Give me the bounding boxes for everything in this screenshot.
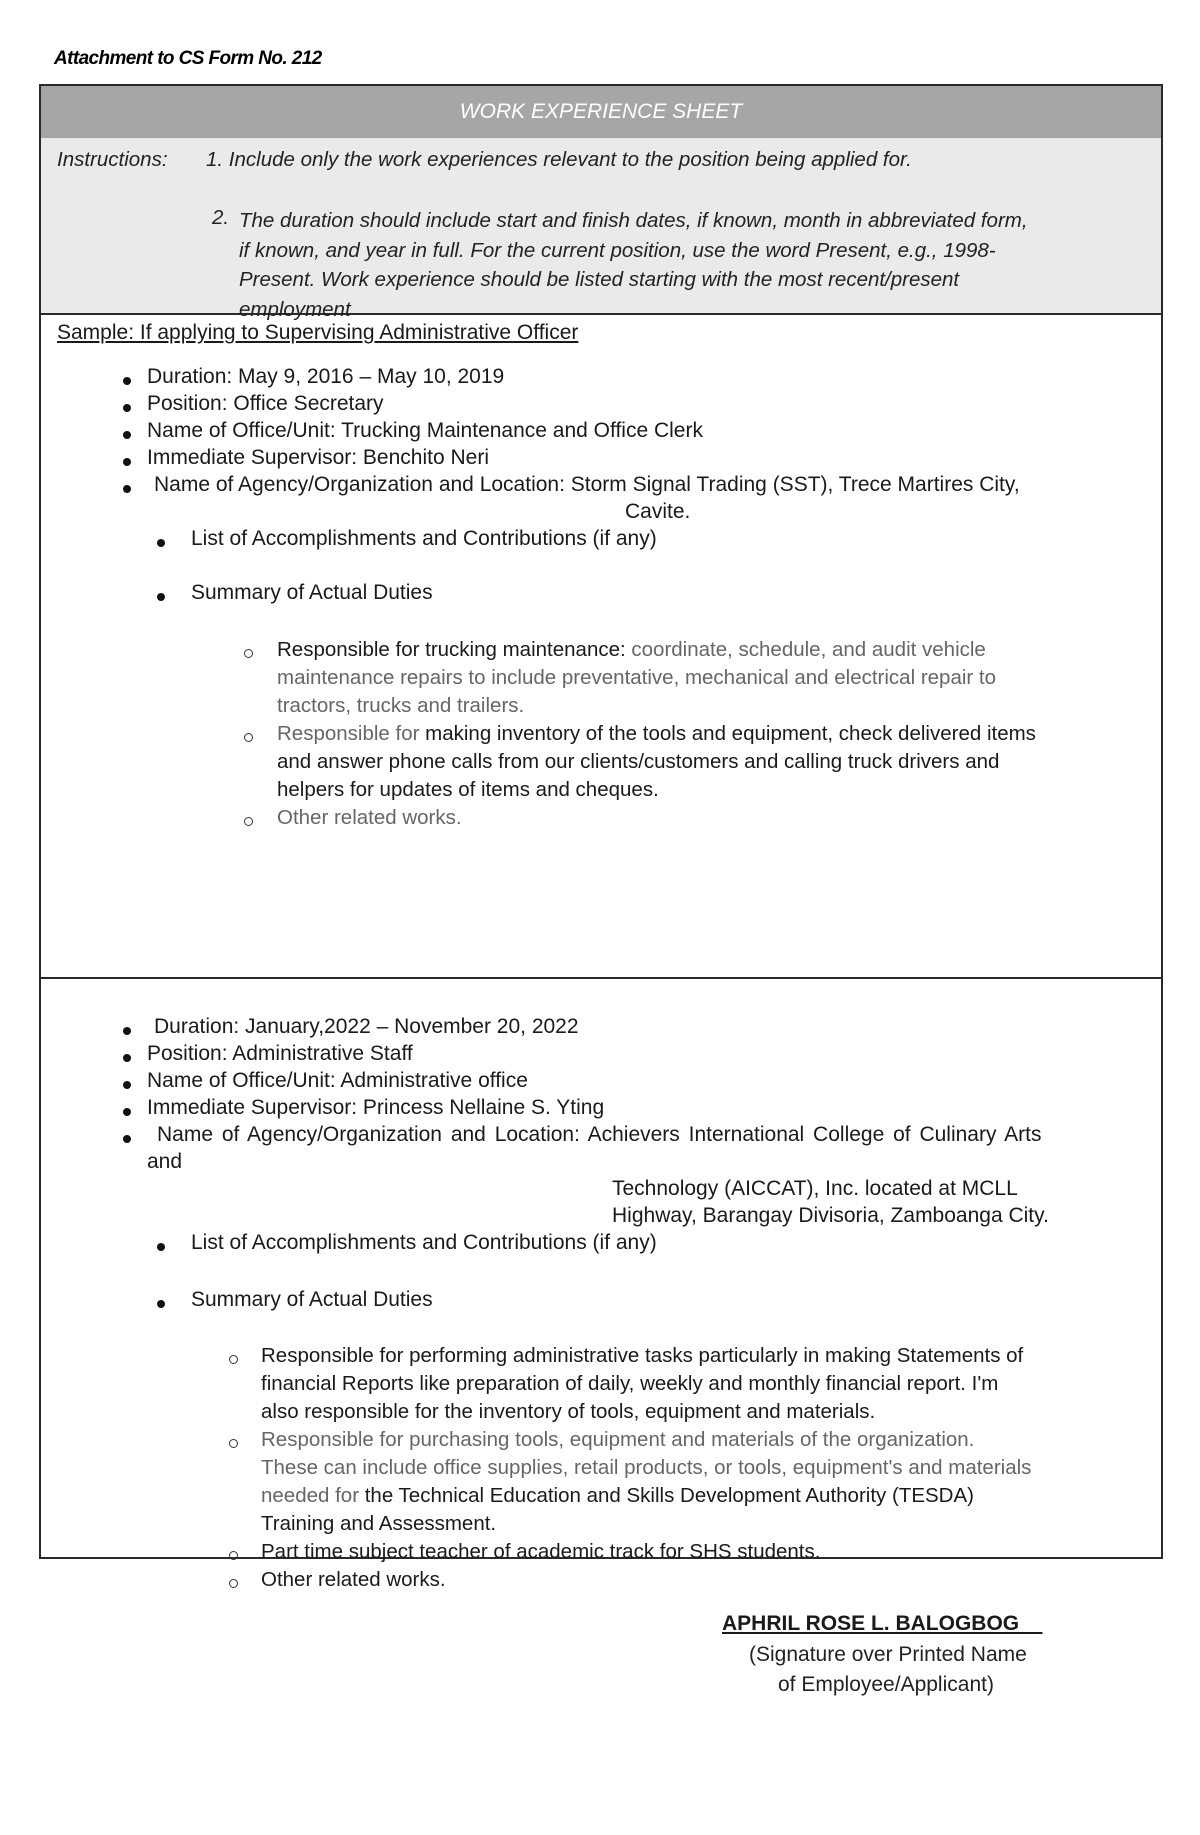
sample-duty-1-line3: tractors, trucks and trailers. bbox=[277, 694, 525, 717]
instructions-block bbox=[41, 138, 1161, 321]
bullet-icon bbox=[123, 377, 131, 385]
sample-duty-2-rest: making inventory of the tools and equipment, check delivered items bbox=[425, 722, 1036, 745]
entry-agency-and: and bbox=[147, 1150, 183, 1173]
sample-duty-2-line2: and answer phone calls from our clients/customers and calling truck drivers and bbox=[277, 750, 1000, 773]
entry-supervisor: Immediate Supervisor: Princess Nellaine S. Yting bbox=[147, 1096, 605, 1119]
entry-accomplishments: List of Accomplishments and Contributions (if any) bbox=[191, 1231, 657, 1254]
entry-position: Position: Administrative Staff bbox=[147, 1042, 413, 1065]
bullet-icon bbox=[157, 1243, 165, 1251]
signature-caption-1: (Signature over Printed Name bbox=[749, 1643, 1027, 1666]
entry-agency-cont-1: Technology (AICCAT), Inc. located at MCLL bbox=[612, 1177, 1018, 1200]
circle-bullet-icon bbox=[229, 1355, 238, 1364]
entry-agency-text: Name of Agency/Organization and Location: Achievers International College of Culinary Arts bbox=[157, 1123, 1042, 1146]
attachment-label: Attachment to CS Form No. 212 bbox=[54, 48, 322, 69]
sample-duty-1 bbox=[277, 636, 1147, 720]
applicant-name: APHRIL ROSE L. BALOGBOG bbox=[722, 1612, 1043, 1635]
bullet-icon bbox=[157, 539, 165, 547]
instruction-2-line: Present. Work experience should be listed starting with the most recent/present bbox=[239, 268, 960, 291]
sample-agency-cont: Cavite. bbox=[625, 500, 691, 523]
instruction-2-line: if known, and year in full. For the current position, use the word Present, e.g., 1998- bbox=[239, 238, 996, 262]
entry-duty-3: Part time subject teacher of academic track for SHS students. bbox=[261, 1540, 821, 1563]
entry-duty-2-line2: These can include office supplies, retail products, or tools, equipment's and materials bbox=[261, 1456, 1032, 1479]
circle-bullet-icon bbox=[244, 817, 253, 826]
instructions-label: Instructions: bbox=[57, 148, 168, 171]
entry-duty-2-line3-rest: the Technical Education and Skills Development Authority (TESDA) bbox=[364, 1484, 974, 1507]
sample-office: Name of Office/Unit: Trucking Maintenance and Office Clerk bbox=[147, 419, 703, 442]
bullet-icon bbox=[123, 458, 131, 466]
circle-bullet-icon bbox=[229, 1439, 238, 1448]
sample-supervisor: Immediate Supervisor: Benchito Neri bbox=[147, 446, 489, 469]
bullet-icon bbox=[123, 1054, 131, 1062]
bullet-icon bbox=[123, 1135, 131, 1143]
sample-duty-2 bbox=[277, 720, 1147, 804]
instruction-1: 1. Include only the work experiences relevant to the position being applied for. bbox=[206, 148, 912, 171]
circle-bullet-icon bbox=[229, 1579, 238, 1588]
sample-position: Position: Office Secretary bbox=[147, 392, 384, 415]
sample-duty-1-rest: coordinate, schedule, and audit vehicle bbox=[631, 638, 986, 661]
entry-duty-4: Other related works. bbox=[261, 1568, 446, 1591]
entry-duty-1-line3: also responsible for the inventory of tools, equipment and materials. bbox=[261, 1400, 876, 1423]
sample-duty-2-line3: helpers for updates of items and cheques. bbox=[277, 778, 659, 801]
sample-section bbox=[41, 315, 1161, 979]
entry-duty-1-line2: financial Reports like preparation of daily, weekly and monthly financial report. I'm bbox=[261, 1372, 999, 1395]
circle-bullet-icon bbox=[244, 733, 253, 742]
bullet-icon bbox=[123, 404, 131, 412]
entry-duties-heading: Summary of Actual Duties bbox=[191, 1288, 433, 1311]
signature-caption-2: of Employee/Applicant) bbox=[778, 1673, 994, 1696]
entry-agency bbox=[157, 1123, 1152, 1147]
entry-duty-2-line4: Training and Assessment. bbox=[261, 1512, 497, 1535]
bullet-icon bbox=[123, 1081, 131, 1089]
bullet-icon bbox=[157, 1300, 165, 1308]
entry-duty-1 bbox=[261, 1342, 1151, 1426]
sample-duty-3: Other related works. bbox=[277, 806, 462, 829]
instruction-2-line: employment bbox=[239, 297, 351, 321]
bullet-icon bbox=[157, 593, 165, 601]
sample-accomplishments: List of Accomplishments and Contributions (if any) bbox=[191, 527, 657, 550]
circle-bullet-icon bbox=[229, 1551, 238, 1560]
instruction-2-number: 2. bbox=[212, 206, 230, 229]
bullet-icon bbox=[123, 1027, 131, 1035]
work-experience-sheet bbox=[39, 84, 1163, 1591]
sample-heading: Sample: If applying to Supervising Administrative Officer bbox=[57, 321, 579, 344]
entry-duty-2 bbox=[261, 1426, 1151, 1538]
entry-duty-2-line3-lead: needed for bbox=[261, 1484, 365, 1507]
sample-duration: Duration: May 9, 2016 – May 10, 2019 bbox=[147, 365, 505, 388]
circle-bullet-icon bbox=[244, 649, 253, 658]
bullet-icon bbox=[123, 485, 131, 493]
entry-duty-2-line1: Responsible for purchasing tools, equipment and materials of the organization. bbox=[261, 1428, 975, 1451]
sample-duty-1-line2: maintenance repairs to include preventative, mechanical and electrical repair to bbox=[277, 666, 997, 689]
sample-agency: Name of Agency/Organization and Location: Storm Signal Trading (SST), Trece Martires City, bbox=[154, 473, 1020, 496]
entry-duty-1-line1: Responsible for performing administrative tasks particularly in making Statements of bbox=[261, 1344, 1024, 1367]
instruction-2 bbox=[239, 206, 1154, 324]
bullet-icon bbox=[123, 1108, 131, 1116]
sheet-title: WORK EXPERIENCE SHEET bbox=[41, 86, 1161, 140]
sample-duty-1-lead: Responsible for trucking maintenance: bbox=[277, 638, 632, 661]
entry-duration: Duration: January,2022 – November 20, 2022 bbox=[154, 1015, 579, 1038]
sample-duty-2-lead: Responsible for bbox=[277, 722, 426, 745]
instruction-2-line: The duration should include start and finish dates, if known, month in abbreviated form, bbox=[239, 209, 1028, 232]
sample-duties-heading: Summary of Actual Duties bbox=[191, 581, 433, 604]
entry-agency-cont-2: Highway, Barangay Divisoria, Zamboanga City. bbox=[612, 1204, 1049, 1227]
bullet-icon bbox=[123, 431, 131, 439]
entry-office: Name of Office/Unit: Administrative office bbox=[147, 1069, 528, 1092]
entry-section bbox=[41, 979, 1161, 1591]
